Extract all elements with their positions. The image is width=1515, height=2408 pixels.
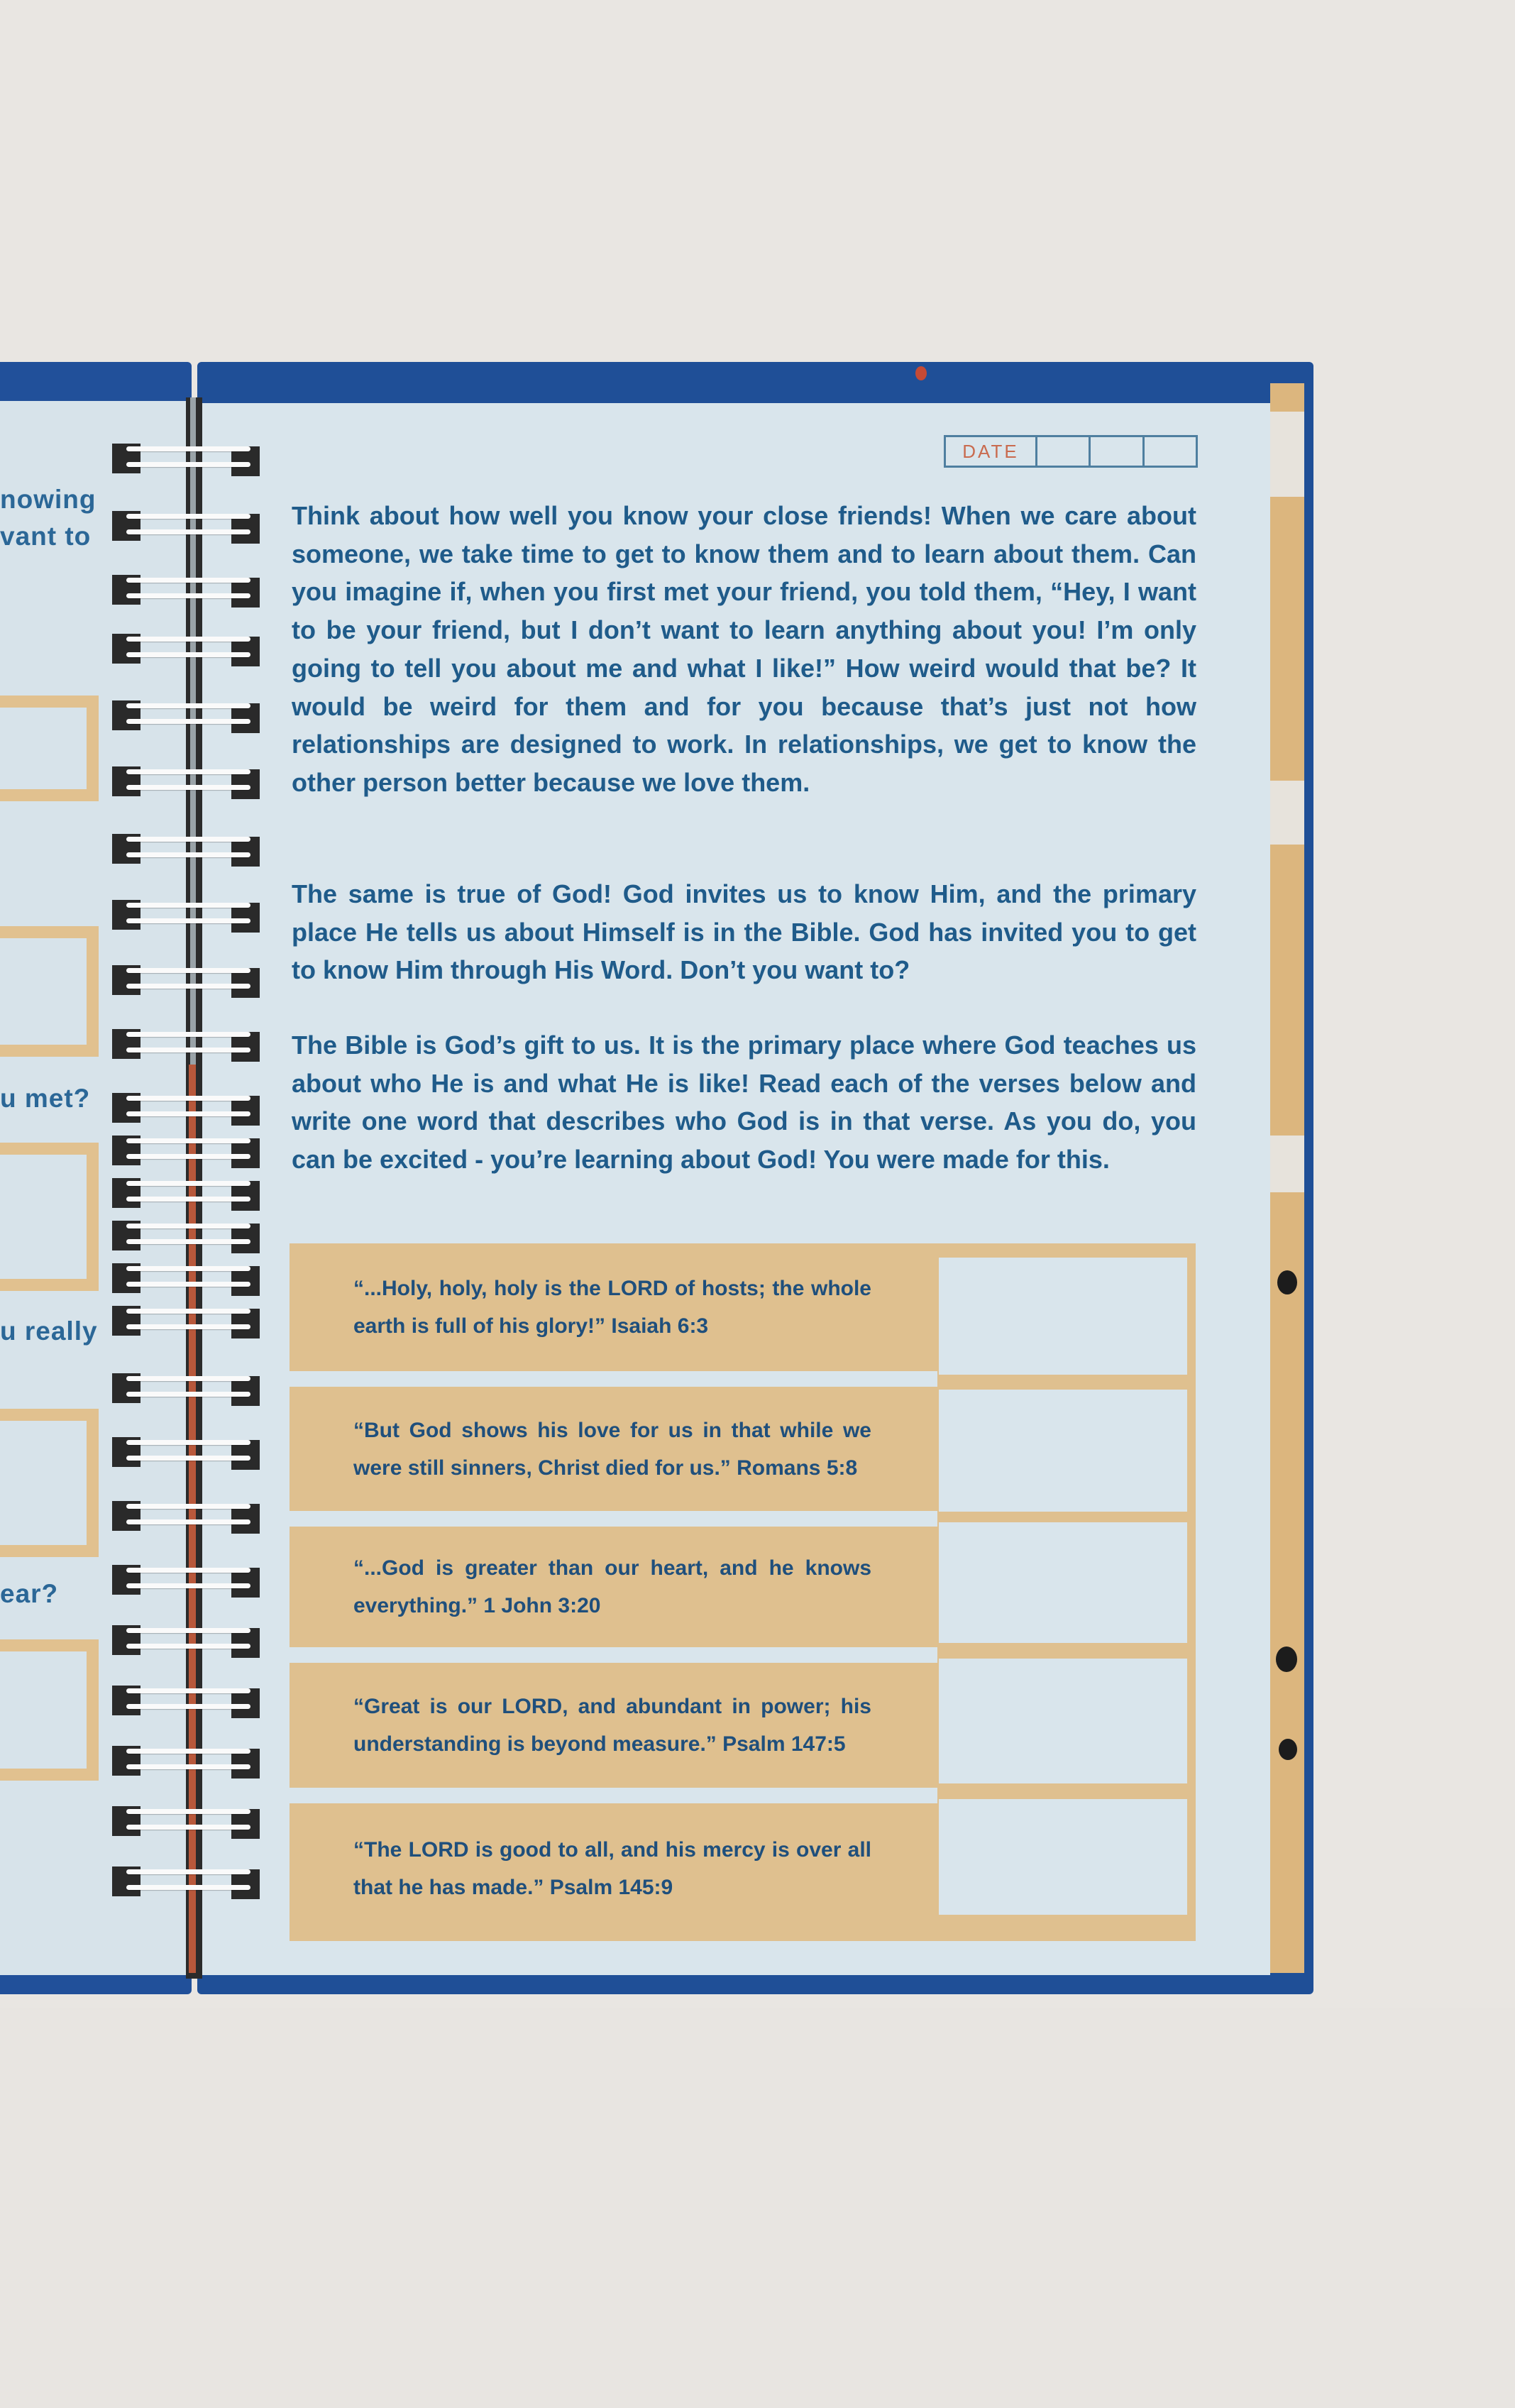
verse-answer-box[interactable] (939, 1799, 1187, 1915)
row-divider (290, 1647, 937, 1663)
spiral-ring (112, 700, 261, 725)
verse-answer-box[interactable] (939, 1659, 1187, 1783)
verse-table (290, 1243, 1196, 1941)
date-field[interactable] (944, 435, 1198, 468)
date-cell[interactable] (1037, 437, 1091, 466)
spiral-ring (112, 511, 261, 535)
left-answer-box[interactable] (0, 1409, 99, 1557)
verse-answer-box[interactable] (939, 1522, 1187, 1643)
verse-answer-box[interactable] (939, 1258, 1187, 1375)
row-divider (290, 1788, 937, 1803)
spiral-ring (112, 1263, 261, 1287)
spine-inner (190, 397, 196, 1065)
spiral-ring (112, 1746, 261, 1770)
spiral-ring (112, 900, 261, 924)
left-answer-box[interactable] (0, 696, 99, 801)
cover-pattern-strip (1270, 383, 1304, 1973)
spiral-ring (112, 634, 261, 658)
spiral-ring (112, 1306, 261, 1330)
spiral-ring (112, 1373, 261, 1397)
verse-row (290, 1387, 937, 1511)
verse-text: “But God shows his love for us in that while we were still sinners, Christ died for us.” Romans 5:8 (353, 1418, 871, 1480)
spiral-ring (112, 834, 261, 858)
spiral-ring (112, 1565, 261, 1589)
left-prompt-fragment: vant to (0, 522, 92, 551)
verse-text: “The LORD is good to all, and his mercy is over all that he has made.” Psalm 145:9 (353, 1837, 871, 1899)
spiral-ring (112, 1806, 261, 1830)
left-answer-box[interactable] (0, 1639, 99, 1781)
verse-row (290, 1243, 937, 1371)
table-surface (0, 2008, 1515, 2408)
intro-paragraph: Think about how well you know your close friends! When we care about someone, we take time to get to know them and to learn about them. Can you imagine if, when you first met your friend, you told them, “Hey, I want to be your friend, but I don’t want to learn anything about you! I’m only going to tell you about me and what I like!” How weird would that be? It would be weird for them and for you because that’s just not how relationships are designed to work. In relationships, we get to know the other person better because we love them. (292, 501, 1196, 797)
date-label: DATE (946, 437, 1037, 466)
date-cell[interactable] (1145, 437, 1196, 466)
row-divider (290, 1511, 937, 1527)
verse-text: “...God is greater than our heart, and he knows everything.” 1 John 3:20 (353, 1556, 871, 1617)
spiral-ring (112, 575, 261, 599)
spiral-ring (112, 766, 261, 791)
spiral-ring (112, 965, 261, 989)
spiral-ring (112, 1437, 261, 1461)
verse-answer-box[interactable] (939, 1390, 1187, 1512)
spiral-ring (112, 1686, 261, 1710)
spiral-ring (112, 1625, 261, 1649)
spiral-ring (112, 1221, 261, 1245)
left-prompt-fragment: u met? (0, 1084, 91, 1113)
spiral-ring (112, 1029, 261, 1053)
cover-dot (915, 366, 927, 380)
second-paragraph: The same is true of God! God invites us to know Him, and the primary place He tells us about Himself is in the Bible. God has invited you to get to know Him through His Word. Don’t you want to? (292, 879, 1196, 985)
left-prompt-fragment: u really (0, 1316, 98, 1346)
spiral-ring (112, 1136, 261, 1160)
verse-row (290, 1663, 937, 1788)
verse-row (290, 1527, 937, 1647)
date-cell[interactable] (1091, 437, 1144, 466)
verse-text: “Great is our LORD, and abundant in power; his understanding is beyond measure.” Psalm 147:5 (353, 1695, 871, 1756)
row-divider (290, 1371, 937, 1387)
left-answer-box[interactable] (0, 926, 99, 1057)
left-prompt-fragment: ear? (0, 1579, 59, 1608)
left-prompt-fragment: nowing (0, 485, 97, 514)
spiral-ring (112, 1178, 261, 1202)
spiral-ring (112, 444, 261, 468)
instructions-paragraph: The Bible is God’s gift to us. It is the primary place where God teaches us about who He is and what He is like! Read each of the verses below and write one word that describes who God is in that verse. As you do, you can be excited - you’re learning about God! You were made for this. (292, 1030, 1196, 1175)
spiral-ring (112, 1501, 261, 1525)
spiral-ring (112, 1867, 261, 1891)
verse-row (290, 1803, 937, 1933)
spiral-ring (112, 1093, 261, 1117)
left-answer-box[interactable] (0, 1143, 99, 1291)
verse-text: “...Holy, holy, holy is the LORD of hosts; the whole earth is full of his glory!” Isaiah 6:3 (353, 1277, 871, 1338)
